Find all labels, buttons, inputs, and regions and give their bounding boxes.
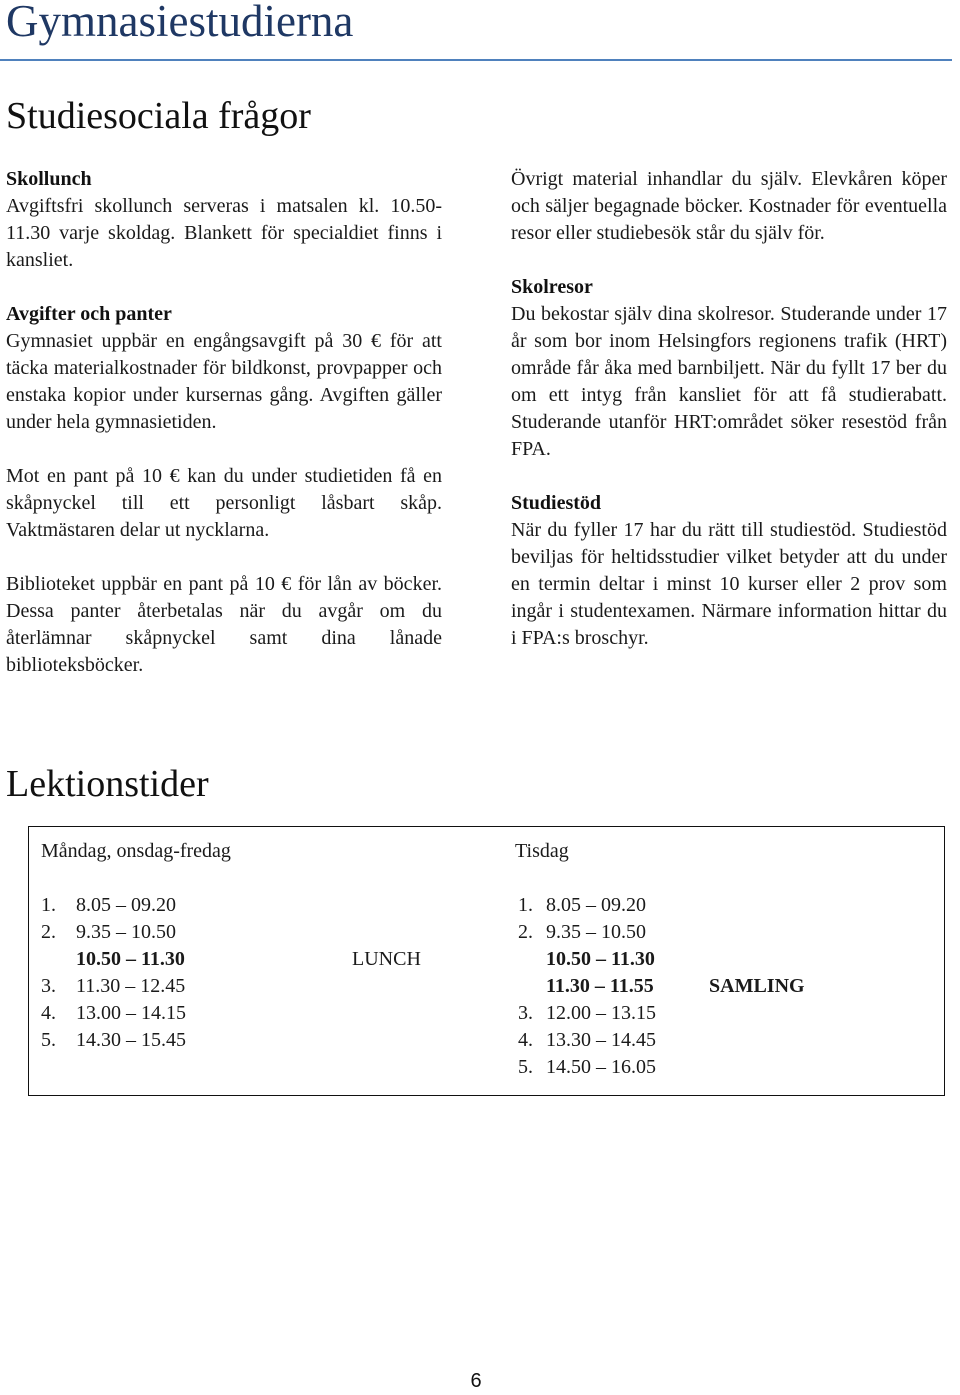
schedule-num: 2. [41, 921, 56, 943]
text-avgifter: Gymnasiet uppbär en engångsavgift på 30 € för att täcka materialkostnader för bildkonst, provpapper och enstaka kopior under kursernas gång. Avgiften gäller under hela gymnasietiden. [6, 330, 442, 433]
schedule-num: 1. [41, 894, 56, 916]
schedule-num: 3. [41, 975, 56, 997]
paragraph-biblioteket [6, 571, 442, 679]
text-biblioteket: Biblioteket uppbär en pant på 10 € för lån av böcker. Dessa panter återbetalas när du avgår om du återlämnar skåpnyckel samt dina lånade biblioteksböcker. [6, 573, 442, 676]
paragraph-skollunch [6, 166, 442, 274]
schedule-time: 8.05 – 09.20 [76, 894, 176, 916]
schedule-num: 4. [41, 1002, 56, 1024]
right-column [511, 166, 947, 679]
schedule-num: 2. [518, 921, 533, 943]
left-column [6, 166, 442, 706]
header-rule [0, 59, 952, 61]
heading-skollunch: Skollunch [6, 168, 92, 190]
paragraph-skapnyckel [6, 463, 442, 544]
schedule-num: 5. [41, 1029, 56, 1051]
schedule-num: 3. [518, 1002, 533, 1024]
schedule-time-lunch [546, 946, 655, 973]
schedule-num: 1. [518, 894, 533, 916]
schedule-time: 14.30 – 15.45 [76, 1029, 186, 1051]
schedule-time-bold: 10.50 – 11.30 [76, 948, 185, 970]
schedule-num: 5. [518, 1056, 533, 1078]
schedule-time-samling [546, 973, 654, 1000]
schedule-time: 8.05 – 09.20 [546, 894, 646, 916]
schedule-heading-tuesday: Tisdag [515, 840, 569, 862]
paragraph-ovrigt [511, 166, 947, 247]
schedule-time-lunch [76, 946, 185, 973]
text-skapnyckel: Mot en pant på 10 € kan du under studietiden få en skåpnyckel till ett personligt låsbart skåp. Vaktmästaren delar ut nycklarna. [6, 465, 442, 541]
schedule-note-samling [709, 973, 805, 1000]
section-title-lektionstider: Lektionstider [6, 763, 209, 805]
paragraph-avgifter [6, 301, 442, 436]
page-number: 6 [470, 1370, 482, 1392]
schedule-note-lunch: LUNCH [352, 948, 421, 970]
heading-studiestod: Studiestöd [511, 492, 602, 514]
schedule-time-bold: 10.50 – 11.30 [546, 948, 655, 970]
schedule-time: 11.30 – 12.45 [76, 975, 186, 997]
text-skollunch: Avgiftsfri skollunch serveras i matsalen kl. 10.50-11.30 varje skoldag. Blankett för specialdiet finns i kansliet. [6, 195, 442, 271]
schedule-heading-weekdays: Måndag, onsdag-fredag [41, 840, 231, 862]
schedule-time-bold: 11.30 – 11.55 [546, 975, 654, 997]
schedule-num: 4. [518, 1029, 533, 1051]
text-studiestod: När du fyller 17 har du rätt till studiestöd. Studiestöd beviljas för heltidsstudier vilket betyder att du under en termin deltar i minst 10 kurser eller 2 prov som ingår i studentexamen. Närmare information hittar du i FPA:s broschyr. [511, 519, 947, 649]
schedule-time: 13.30 – 14.45 [546, 1029, 656, 1051]
paragraph-studiestod [511, 490, 947, 652]
section-title-studiesociala: Studiesociala frågor [6, 95, 311, 137]
paragraph-skolresor [511, 274, 947, 463]
schedule-note-bold: SAMLING [709, 975, 805, 997]
text-ovrigt: Övrigt material inhandlar du själv. Elevkåren köper och säljer begagnade böcker. Kostnader för eventuella resor eller studiebesök står du själv för. [511, 168, 947, 244]
schedule-time: 9.35 – 10.50 [76, 921, 176, 943]
text-skolresor: Du bekostar själv dina skolresor. Studerande under 17 år som bor inom Helsingfors regionens trafik (HRT) område får åka med barnbiljett. När du fyllt 17 ber du om ett intyg från kansliet för att få studierabatt. Studerande utanför HRT:området söker resestöd från FPA. [511, 303, 947, 460]
page-header-title: Gymnasiestudierna [6, 0, 354, 46]
schedule-time: 13.00 – 14.15 [76, 1002, 186, 1024]
heading-avgifter: Avgifter och panter [6, 303, 172, 325]
schedule-time: 12.00 – 13.15 [546, 1002, 656, 1024]
schedule-time: 14.50 – 16.05 [546, 1056, 656, 1078]
schedule-time: 9.35 – 10.50 [546, 921, 646, 943]
heading-skolresor: Skolresor [511, 276, 593, 298]
